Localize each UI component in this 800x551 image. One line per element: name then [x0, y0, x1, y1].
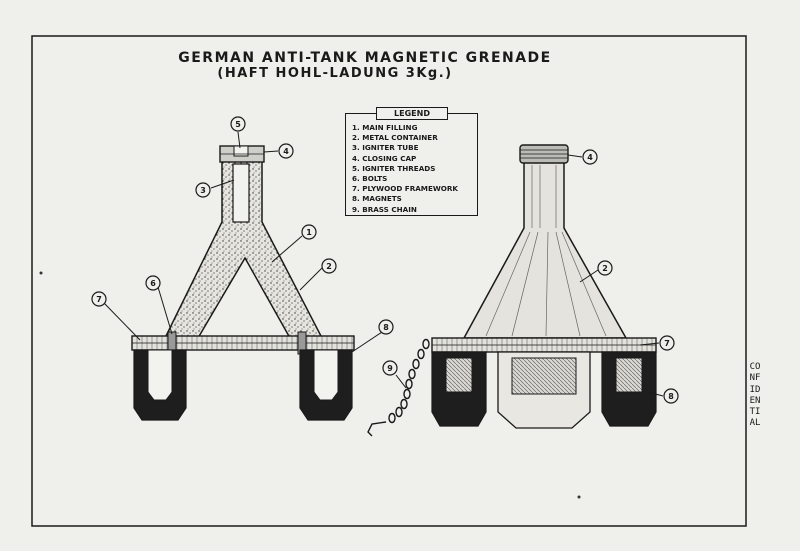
legend-item: 8. MAGNETS — [352, 194, 402, 204]
legend-item: 4. CLOSING CAP — [352, 153, 417, 163]
legend-item: 1. MAIN FILLING — [352, 123, 418, 132]
callout-8-right — [664, 389, 678, 403]
svg-text:3: 3 — [200, 186, 206, 195]
callout-7 — [92, 292, 106, 306]
svg-text:2: 2 — [326, 262, 332, 271]
callout-2-right — [598, 261, 612, 275]
callout-8 — [379, 320, 393, 334]
legend-item: 2. METAL CONTAINER — [352, 133, 438, 143]
svg-text:7: 7 — [664, 339, 670, 348]
callout-3 — [196, 183, 210, 197]
svg-text:9: 9 — [387, 364, 393, 373]
confidential-stamp: CONFIDENTIAL — [749, 362, 761, 429]
legend-item: 7. PLYWOOD FRAMEWORK — [352, 184, 458, 194]
container-exterior — [464, 162, 626, 338]
callout-2 — [322, 259, 336, 273]
callout-1 — [302, 225, 316, 239]
callout-7-right — [660, 336, 674, 350]
callout-5 — [231, 117, 245, 131]
page-title: GERMAN ANTI-TANK MAGNETIC GRENADE — [178, 50, 552, 66]
callout-4-right — [583, 150, 597, 164]
igniter-tube — [233, 164, 249, 222]
legend-list — [352, 123, 458, 215]
svg-text:5: 5 — [235, 120, 241, 129]
svg-text:8: 8 — [668, 392, 674, 401]
section-view — [132, 146, 354, 420]
page-subtitle: (HAFT HOHL-LADUNG 3Kg.) — [217, 66, 453, 81]
legend-item: 5. IGNITER THREADS — [352, 163, 436, 173]
svg-text:4: 4 — [587, 153, 593, 162]
legend-item: 6. BOLTS — [352, 174, 388, 184]
legend-item: 3. IGNITER TUBE — [352, 143, 419, 153]
legend-item: 9. BRASS CHAIN — [352, 204, 417, 214]
brass-chain — [368, 340, 429, 437]
callout-9 — [383, 361, 397, 375]
legend-box — [345, 109, 478, 216]
svg-text:1: 1 — [306, 228, 312, 237]
svg-text:4: 4 — [283, 147, 289, 156]
svg-text:8: 8 — [383, 323, 389, 332]
callout-6 — [146, 276, 160, 290]
svg-text:2: 2 — [602, 264, 608, 273]
legend-heading: LEGEND — [376, 107, 448, 120]
callout-4 — [279, 144, 293, 158]
svg-text:6: 6 — [150, 279, 156, 288]
svg-text:7: 7 — [96, 295, 102, 304]
